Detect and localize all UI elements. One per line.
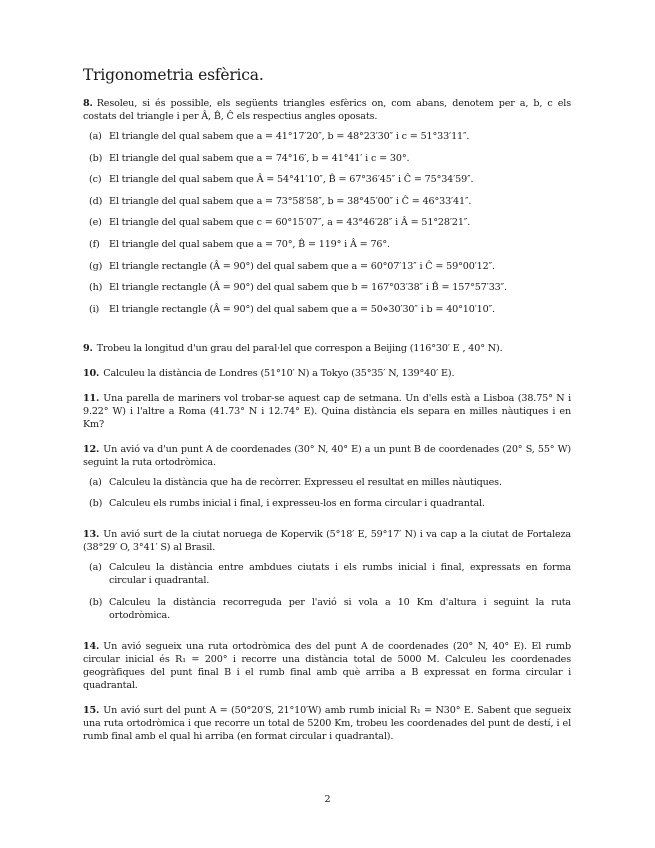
list-item <box>83 476 571 489</box>
problem-text: Calculeu la distància de Londres (51°10′ N) a Tokyo (35°35′ N, 139°40′ E). <box>103 367 455 379</box>
problem-text: Una parella de mariners vol trobar-se aquest cap de setmana. Un d'ells està a Lisboa (38.75° N i 9.22° W) i l'altre a Roma (41.73° N i 12.74° E). Quina distància els separa en milles nàutiques i en Km? <box>83 392 571 430</box>
item-label: (a) <box>89 476 102 488</box>
problem-12-items <box>83 476 571 511</box>
item-text: El triangle rectangle (Â = 90°) del qual sabem que a = 50⋄30′30″ i b = 40°10′10″. <box>109 303 495 315</box>
problem-8-items <box>83 130 571 316</box>
item-label: (g) <box>89 260 103 272</box>
problem-text: Trobeu la longitud d'un grau del paral·lel que correspon a Beijing (116°30′ E , 40° N). <box>96 342 503 354</box>
list-item <box>83 281 571 294</box>
item-text: Calculeu els rumbs inicial i final, i expresseu-los en forma circular i quadrantal. <box>109 498 485 510</box>
list-item <box>83 238 571 251</box>
problem-13-statement <box>83 528 571 554</box>
problem-11 <box>83 392 571 431</box>
problem-number: 9. <box>83 342 93 354</box>
problem-13 <box>83 528 571 622</box>
list-item <box>83 152 571 165</box>
problem-12 <box>83 443 571 511</box>
item-text: Calculeu la distància entre ambdues ciutats i els rumbs inicial i final, expressats en forma circular i quadrantal. <box>109 562 571 587</box>
item-label: (d) <box>89 195 103 207</box>
item-text: El triangle del qual sabem que a = 41°17′20″, b = 48°23′30″ i c = 51°33′11″. <box>109 131 470 142</box>
problem-14 <box>83 640 571 692</box>
problem-13-items <box>83 561 571 622</box>
item-text: El triangle del qual sabem que Â = 54°41′10″, B̂ = 67°36′45″ i Ĉ = 75°34′59″. <box>109 174 474 186</box>
item-label: (a) <box>89 131 102 142</box>
list-item <box>83 216 571 229</box>
problem-text: Un avió segueix una ruta ortodròmica des del punt A de coordenades (20° N, 40° E). El rumb circular inicial és R₁ = 200° i recorre una distància total de 5000 M. Calculeu les coordenades geogràfiques del punt final B i el rumb final amb què arriba a B expressat en forma circular i quadrantal. <box>83 640 571 691</box>
list-item <box>83 173 571 186</box>
item-text: Calculeu la distància que ha de recòrrer. Expresseu el resultat en milles nàutiques. <box>109 476 502 488</box>
item-label: (h) <box>89 282 103 294</box>
problem-number: 12. <box>83 443 100 455</box>
problem-15 <box>83 704 571 743</box>
problem-text: Un avió surt de la ciutat noruega de Kopervik (5°18′ E, 59°17′ N) i va cap a la ciutat de Fortaleza (38°29′ O, 3°41′ S) al Brasil. <box>83 529 571 554</box>
item-label: (i) <box>89 303 100 315</box>
page-number: 2 <box>324 794 331 805</box>
item-label: (c) <box>89 174 102 186</box>
item-label: (f) <box>89 238 100 250</box>
page-content <box>83 66 571 743</box>
item-text: El triangle del qual sabem que a = 70°, B̂ = 119° i Â = 76°. <box>109 238 390 250</box>
item-text: El triangle rectangle (Â = 90°) del qual sabem que a = 60°07′13″ i Ĉ = 59°00′12″. <box>109 260 495 272</box>
item-label: (b) <box>89 498 103 510</box>
problem-9 <box>83 342 571 355</box>
item-text: El triangle del qual sabem que a = 74°16′, b = 41°41′ i c = 30°. <box>109 152 410 164</box>
item-text: El triangle del qual sabem que c = 60°15′07″, a = 43°46′28″ i Â = 51°28′21″. <box>109 217 471 229</box>
item-label: (e) <box>89 217 102 229</box>
problem-number: 10. <box>83 367 100 379</box>
list-item <box>83 497 571 510</box>
item-label: (b) <box>89 152 103 164</box>
list-item <box>83 260 571 273</box>
list-item <box>83 596 571 622</box>
problem-text: Un avió surt del punt A = (50°20′S, 21°10′W) amb rumb inicial R₁ = N30° E. Sabent que segueix una ruta ortodròmica i que recorre un total de 5200 Km, trobeu les coordenades del punt de destí, i el rumb final amb el qual hi arriba (en format circular i quadrantal). <box>83 704 571 742</box>
problem-number: 11. <box>83 392 100 404</box>
item-label: (a) <box>89 562 102 574</box>
page-title: Trigonometria esfèrica. <box>83 66 264 84</box>
problem-number: 8. <box>83 98 93 109</box>
item-text: El triangle del qual sabem que a = 73°58′58″, b = 38°45′00″ i Ĉ = 46°33′41″. <box>109 195 472 207</box>
item-text: Calculeu la distància recorreguda per l'avió si vola a 10 Km d'altura i seguint la ruta ortodròmica. <box>109 596 571 621</box>
item-text: El triangle rectangle (Â = 90°) del qual sabem que b = 167°03′38″ i B̂ = 157°57′33″. <box>109 282 507 294</box>
problem-12-statement <box>83 443 571 469</box>
problem-number: 14. <box>83 640 100 652</box>
problem-8-statement <box>83 97 571 123</box>
problem-number: 13. <box>83 529 100 541</box>
problem-number: 15. <box>83 704 100 716</box>
problem-text: Un avió va d'un punt A de coordenades (30° N, 40° E) a un punt B de coordenades (20° S, 55° W) seguint la ruta ortodròmica. <box>83 443 571 468</box>
problem-8 <box>83 97 571 316</box>
problem-10 <box>83 367 571 380</box>
list-item <box>83 303 571 316</box>
list-item <box>83 561 571 587</box>
list-item <box>83 130 571 143</box>
list-item <box>83 195 571 208</box>
item-label: (b) <box>89 596 103 608</box>
problem-text: Resoleu, si és possible, els següents triangles esfèrics on, com abans, denotem per a, b, c els costats del triangle i per Â, B̂, Ĉ els respectius angles oposats. <box>83 98 571 122</box>
